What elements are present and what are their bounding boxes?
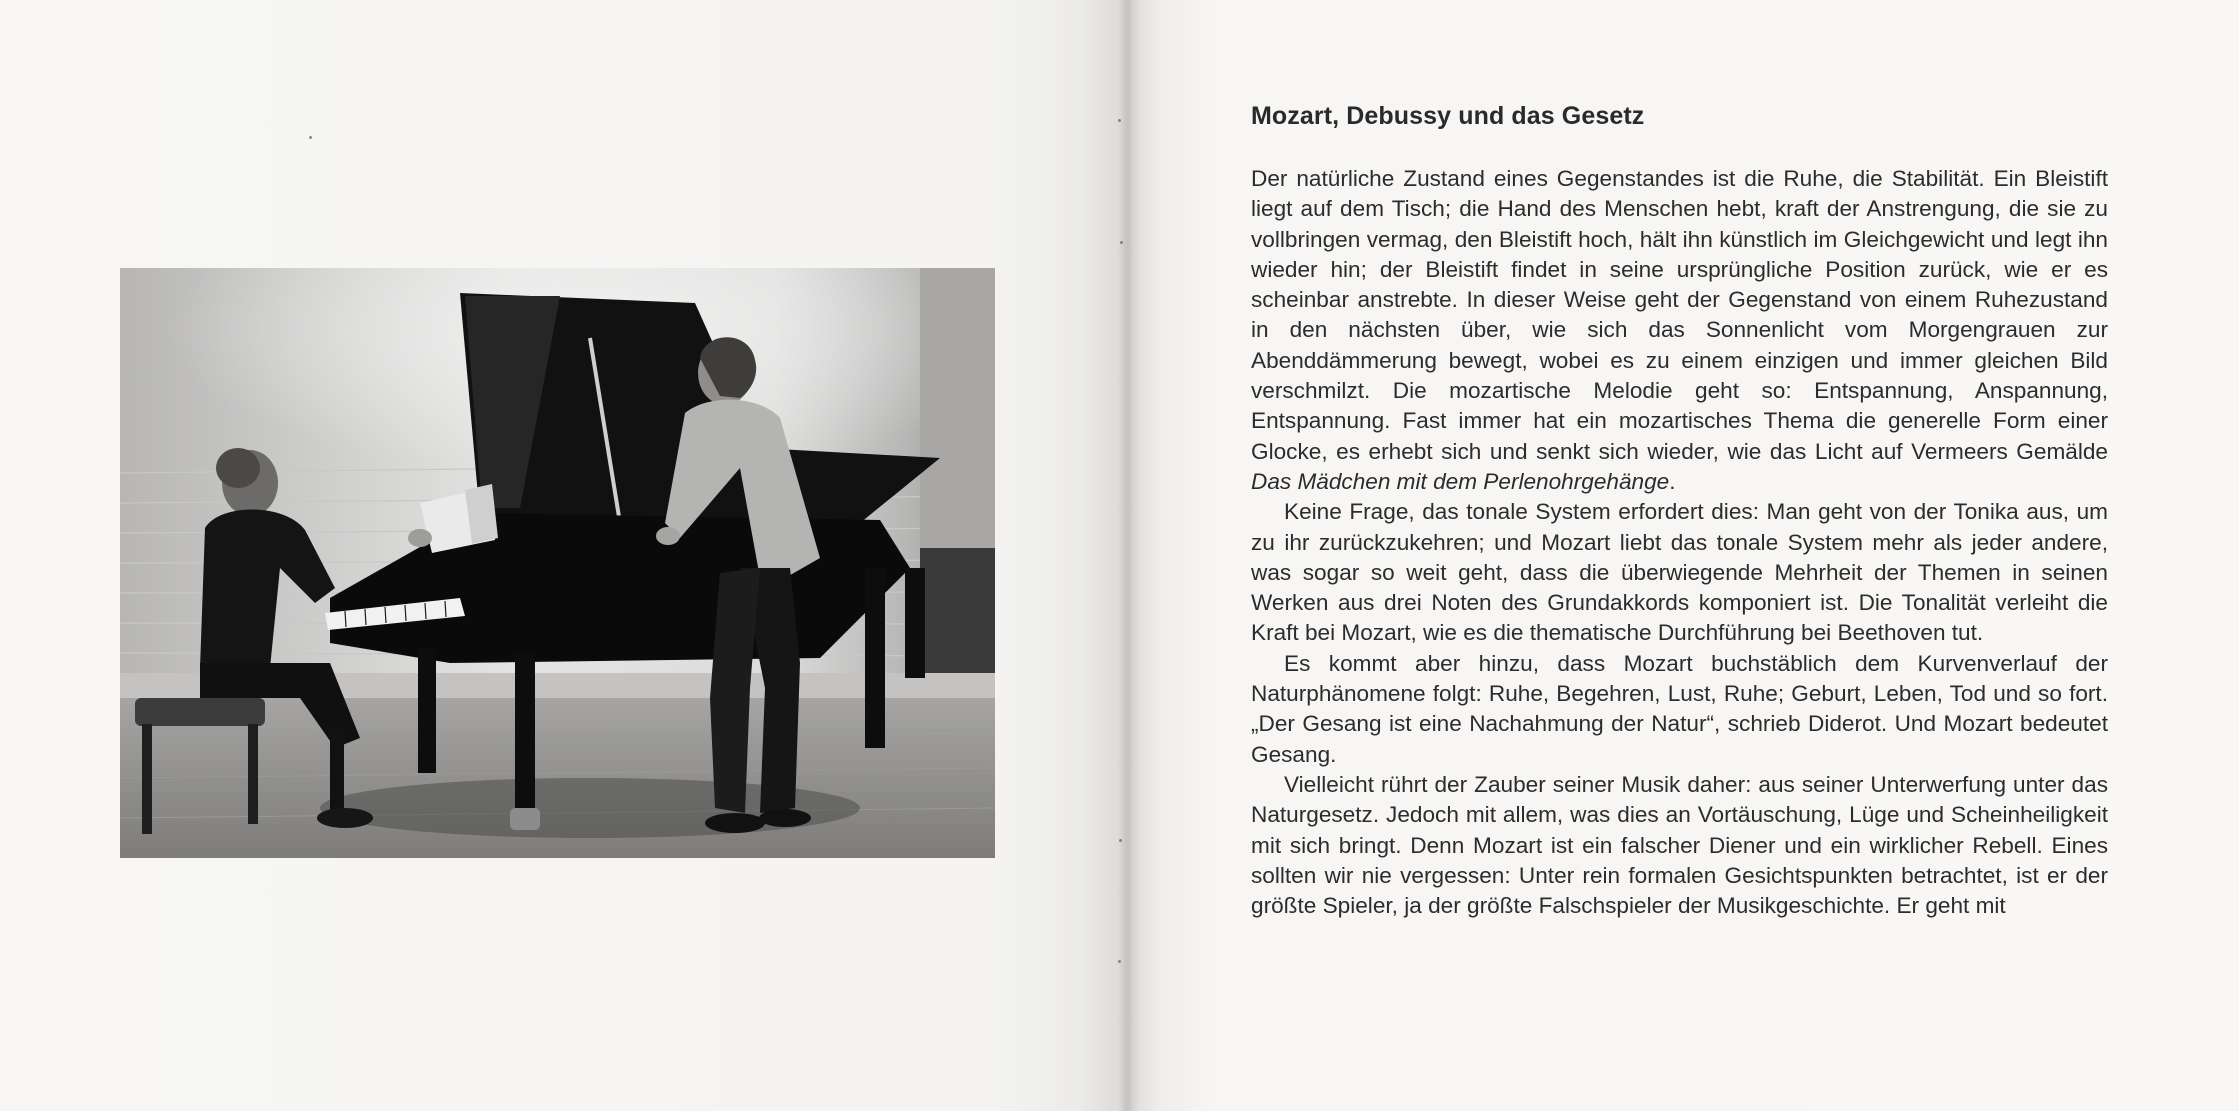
paragraph-2: Keine Frage, das tonale System erfordert dies: Man geht von der Tonika aus, um zu ihr zurückzukehren; und Mozart liebt das tonale System mehr als jeder andere, was sogar so weit geht, dass die überwiegende Mehrheit der Themen in seinen Werken aus drei Noten des Grundakkords komponiert ist. Die Tonalität verleiht die Kraft bei Mozart, wie es die thematische Durchführung bei Beethoven tut. xyxy=(1251,499,2108,646)
paragraph-4: Vielleicht rührt der Zauber seiner Musik daher: aus seiner Unterwerfung unter das Naturgesetz. Jedoch mit allem, was dies an Vortäuschung, Lüge und Scheinheiligkeit mit sich bringt. Denn Mozart ist ein falscher Diener und ein wirklicher Rebell. Eines sollten wir nie vergessen: Unter rein formalen Gesichtspunkten betrachtet, ist er der größte Spieler, ja der größte Falschspieler der Musikgeschichte. Er geht mit xyxy=(1251,771,2108,919)
paragraph-1-end: . xyxy=(1669,468,1676,494)
paragraph-1-text: Der natürliche Zustand eines Gegenstandes ist die Ruhe, die Stabilität. Ein Bleistift liegt auf dem Tisch; die Hand des Menschen hebt, kraft der Anstrengung, die sie zu vollbringen vermag, den Bleistift hoch, hält ihn künstlich im Gleichgewicht und legt ihn wieder hin; der Bleistift findet in seine ursprüngliche Position zurück, wie er es scheinbar anstrebte. In dieser Weise geht der Gegenstand von einem Ruhezustand in den nächsten über, wie sich das Sonnenlicht vom Morgengrauen zur Abenddämmerung bewegt, wobei es zu einem einzigen und immer gleichen Bild verschmilzt. Die mozartische Melodie geht so: Entspannung, Anspannung, Entspannung. Fast immer hat ein mozartisches Thema die generelle Form einer Glocke, es erhebt sich und senkt sich wieder, wie das Licht auf Vermeers Gemälde xyxy=(1251,166,2108,464)
article-heading: Mozart, Debussy und das Gesetz xyxy=(1251,102,1645,130)
book-gutter xyxy=(1118,0,1140,1111)
paragraph-1 xyxy=(1251,164,2108,497)
painting-title: Das Mädchen mit dem Perlenohrgehänge xyxy=(1251,468,1670,494)
photo-pianists xyxy=(120,268,995,858)
article-body xyxy=(1251,164,2108,921)
paragraph-3: Es kommt aber hinzu, dass Mozart buchstäblich dem Kurvenverlauf der Naturphänomene folgt: Ruhe, Begehren, Lust, Ruhe; Geburt, Leben, Tod und so fort. „Der Gesang ist eine Nachahmung der Natur“, schrieb Diderot. Und Mozart bedeutet Gesang. xyxy=(1251,650,2108,767)
print-speck xyxy=(309,136,312,139)
piano-photo-illustration xyxy=(120,268,995,858)
